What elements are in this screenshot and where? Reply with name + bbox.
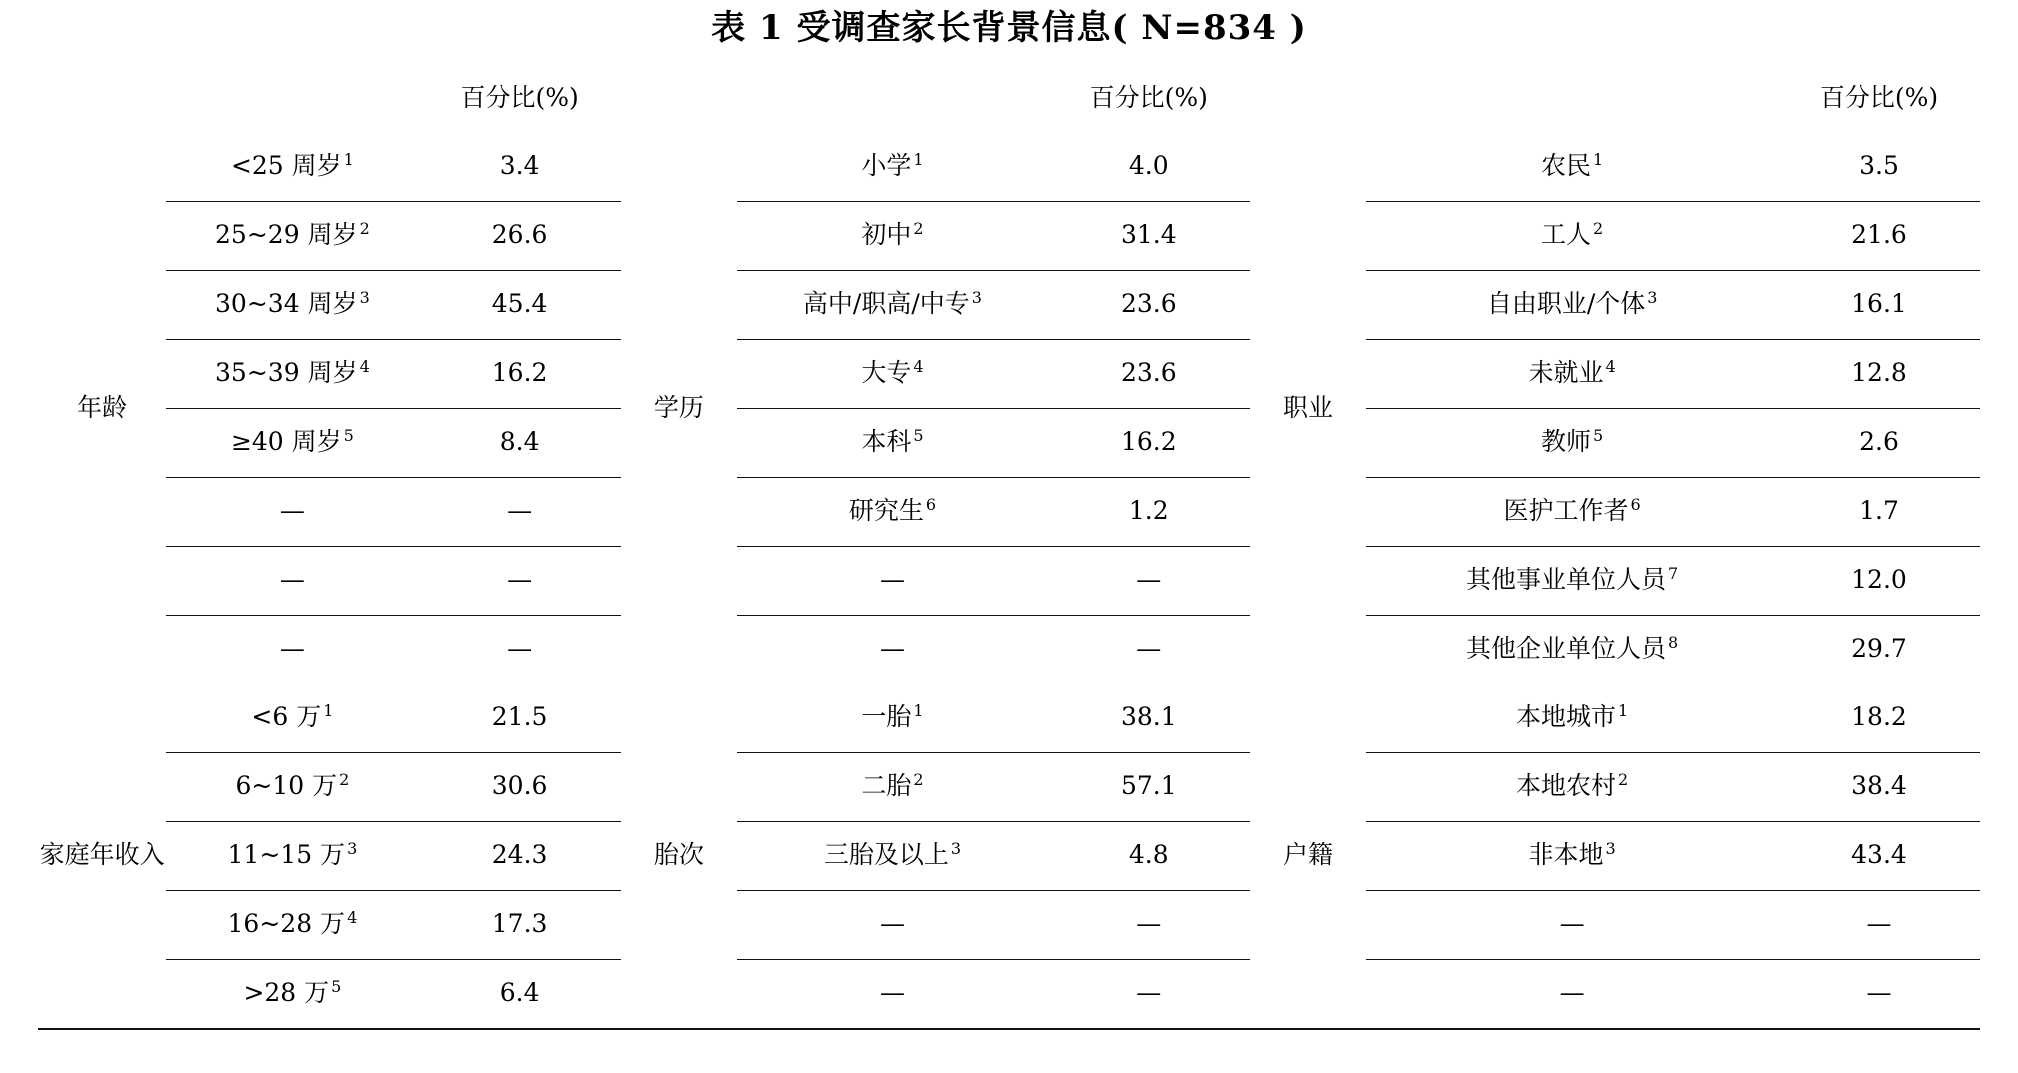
- item-sup: 4: [347, 908, 358, 928]
- item-sup: 5: [343, 426, 354, 446]
- item-label: [1366, 546, 1778, 615]
- item-percent: 38.1: [1120, 702, 1177, 732]
- table-row: [38, 339, 1980, 408]
- header-blank-6: [1366, 65, 1778, 133]
- category-label-residence: 户籍: [1283, 840, 1334, 870]
- table-row: [38, 201, 1980, 270]
- item-sup: 2: [1593, 219, 1604, 239]
- item-label: [737, 133, 1048, 202]
- item-sup: 2: [1618, 770, 1629, 790]
- item-percent: —: [1778, 890, 1980, 959]
- header-blank-4: [737, 65, 1048, 133]
- category-label-age: 年龄: [77, 392, 128, 422]
- item-text: 高中/职高/中专: [802, 289, 970, 319]
- item-percent: 16.1: [1778, 270, 1980, 339]
- item-label: [166, 133, 418, 202]
- category-label-income: 家庭年收入: [39, 840, 165, 870]
- item-sup: 1: [323, 701, 334, 721]
- item-sup: 2: [913, 219, 924, 239]
- item-label: [1366, 821, 1778, 890]
- item-text: 初中: [861, 220, 912, 250]
- item-text: <25 周岁: [230, 151, 342, 181]
- header-pct-1: 百分比(%): [460, 83, 579, 113]
- item-text: 25~29 周岁: [215, 220, 358, 250]
- header-blank-3: [621, 65, 738, 133]
- item-text: 本科: [861, 427, 912, 457]
- item-sup: 5: [913, 426, 924, 446]
- item-label: [166, 821, 418, 890]
- item-text: 三胎及以上: [823, 840, 949, 870]
- item-sup: 6: [925, 495, 937, 515]
- item-label: [166, 270, 418, 339]
- item-text: 研究生: [848, 496, 924, 526]
- item-label: [166, 615, 418, 684]
- item-text: >28 万: [243, 978, 330, 1008]
- item-text: —: [879, 978, 905, 1008]
- item-label: [737, 546, 1048, 615]
- item-text: 工人: [1541, 220, 1592, 250]
- item-percent: 16.2: [1048, 408, 1250, 477]
- item-percent: 12.0: [1778, 546, 1980, 615]
- table-row: [38, 890, 1980, 959]
- item-percent: 21.6: [1778, 201, 1980, 270]
- item-text: —: [879, 565, 905, 595]
- item-text: 其他事业单位人员: [1466, 565, 1667, 595]
- item-label: [1366, 133, 1778, 202]
- table-row: [38, 408, 1980, 477]
- item-sup: 3: [347, 839, 358, 859]
- item-percent: 4.8: [1048, 821, 1250, 890]
- item-percent: 1.2: [1048, 477, 1250, 546]
- category-label-occupation: 职业: [1283, 392, 1334, 422]
- item-text: 11~15 万: [227, 840, 346, 870]
- header-blank-2: [166, 65, 418, 133]
- background-information-table: [38, 65, 1980, 1028]
- item-sup: 4: [1605, 357, 1616, 377]
- item-percent: 57.1: [1048, 752, 1250, 821]
- item-label: [1366, 201, 1778, 270]
- table-title: 表 1 受调查家长背景信息( N=834 ): [711, 8, 1307, 48]
- item-sup: 3: [971, 288, 982, 308]
- item-label: [737, 959, 1048, 1028]
- item-text: 本地农村: [1516, 771, 1617, 801]
- item-label: [737, 752, 1048, 821]
- item-label: [1366, 408, 1778, 477]
- item-label: [1366, 339, 1778, 408]
- item-text: 30~34 周岁: [215, 289, 358, 319]
- item-percent: 43.4: [1778, 821, 1980, 890]
- item-label: [737, 684, 1048, 753]
- item-label: [166, 477, 418, 546]
- item-percent: —: [1048, 546, 1250, 615]
- item-label: [166, 752, 418, 821]
- item-label: [1366, 959, 1778, 1028]
- item-text: —: [1559, 978, 1585, 1008]
- item-label: [166, 201, 418, 270]
- item-text: 一胎: [861, 702, 912, 732]
- item-percent: —: [419, 546, 621, 615]
- item-text: —: [879, 909, 905, 939]
- item-percent: 17.3: [419, 890, 621, 959]
- item-sup: 4: [359, 357, 370, 377]
- table-row: [38, 684, 1980, 753]
- item-sup: 3: [1605, 839, 1616, 859]
- item-text: 未就业: [1528, 358, 1604, 388]
- item-sup: 1: [913, 701, 924, 721]
- item-label: [737, 270, 1048, 339]
- item-text: 其他企业单位人员: [1466, 634, 1667, 664]
- table-row: [38, 615, 1980, 684]
- table-row: [38, 133, 1980, 202]
- item-text: —: [279, 496, 305, 526]
- item-sup: 3: [359, 288, 370, 308]
- item-percent: 2.6: [1778, 408, 1980, 477]
- table-row: [38, 959, 1980, 1028]
- item-sup: 1: [343, 150, 354, 170]
- table-header-row: [38, 65, 1980, 133]
- item-sup: 6: [1630, 495, 1641, 515]
- item-percent: 1.7: [1778, 477, 1980, 546]
- item-text: 16~28 万: [227, 909, 346, 939]
- item-text: 非本地: [1528, 840, 1604, 870]
- header-blank-1: [38, 65, 166, 133]
- table-row: [38, 821, 1980, 890]
- item-text: 本地城市: [1516, 702, 1617, 732]
- item-label: [737, 201, 1048, 270]
- category-label-parity: 胎次: [653, 840, 704, 870]
- item-text: 6~10 万: [235, 771, 338, 801]
- item-percent: 31.4: [1048, 201, 1250, 270]
- item-percent: 24.3: [419, 821, 621, 890]
- item-sup: 1: [913, 150, 924, 170]
- item-label: [1366, 890, 1778, 959]
- item-label: [737, 339, 1048, 408]
- item-label: [166, 959, 418, 1028]
- item-sup: 7: [1668, 564, 1679, 584]
- item-percent: —: [419, 477, 621, 546]
- header-blank-5: [1250, 65, 1367, 133]
- item-percent: 30.6: [419, 752, 621, 821]
- item-label: [166, 408, 418, 477]
- table-row: [38, 752, 1980, 821]
- item-percent: 21.5: [491, 702, 548, 732]
- item-sup: 5: [1593, 426, 1604, 446]
- item-percent: 45.4: [419, 270, 621, 339]
- item-sup: 1: [1618, 701, 1629, 721]
- header-pct-3: 百分比(%): [1819, 83, 1939, 113]
- item-text: 大专: [861, 358, 912, 388]
- item-sup: 3: [950, 839, 962, 859]
- item-text: ≥40 周岁: [230, 427, 342, 457]
- item-text: —: [279, 634, 305, 664]
- item-label: [1366, 477, 1778, 546]
- item-text: 35~39 周岁: [215, 358, 358, 388]
- item-label: [166, 339, 418, 408]
- table-bottom-rule: [38, 1028, 1980, 1030]
- table-row: [38, 477, 1980, 546]
- item-text: 自由职业/个体: [1486, 289, 1646, 319]
- item-percent: 8.4: [419, 408, 621, 477]
- item-percent: —: [419, 615, 621, 684]
- item-text: <6 万: [251, 702, 322, 732]
- item-sup: 2: [359, 219, 370, 239]
- item-label: [1366, 752, 1778, 821]
- item-label: [1366, 684, 1778, 753]
- item-text: —: [879, 634, 905, 664]
- item-percent: 38.4: [1778, 752, 1980, 821]
- item-text: 二胎: [861, 771, 912, 801]
- item-percent: —: [1048, 959, 1250, 1028]
- item-label: [737, 615, 1048, 684]
- item-sup: 3: [1647, 288, 1658, 308]
- item-text: 医护工作者: [1503, 496, 1629, 526]
- item-label: [166, 546, 418, 615]
- table-row: [38, 270, 1980, 339]
- item-text: 农民: [1541, 151, 1592, 181]
- item-percent: 23.6: [1048, 270, 1250, 339]
- item-percent: 26.6: [419, 201, 621, 270]
- item-text: 教师: [1541, 427, 1592, 457]
- item-sup: 2: [339, 770, 350, 790]
- item-percent: 18.2: [1851, 702, 1907, 732]
- header-pct-2: 百分比(%): [1089, 83, 1208, 113]
- item-percent: 23.6: [1048, 339, 1250, 408]
- item-label: [737, 890, 1048, 959]
- item-label: [166, 684, 418, 753]
- item-percent: 3.5: [1859, 151, 1899, 181]
- item-percent: 12.8: [1778, 339, 1980, 408]
- item-text: 小学: [861, 151, 912, 181]
- item-label: [737, 821, 1048, 890]
- item-percent: 6.4: [419, 959, 621, 1028]
- item-sup: 1: [1593, 150, 1604, 170]
- item-percent: —: [1048, 890, 1250, 959]
- item-label: [1366, 270, 1778, 339]
- item-label: [737, 408, 1048, 477]
- item-percent: 4.0: [1128, 151, 1169, 181]
- item-percent: 29.7: [1778, 615, 1980, 684]
- item-text: —: [279, 565, 305, 595]
- table-row: [38, 546, 1980, 615]
- item-sup: 2: [913, 770, 924, 790]
- item-percent: 16.2: [419, 339, 621, 408]
- category-label-education: 学历: [653, 392, 704, 422]
- item-sup: 4: [913, 357, 924, 377]
- item-percent: —: [1048, 615, 1250, 684]
- item-label: [737, 477, 1048, 546]
- item-percent: 3.4: [499, 151, 540, 181]
- item-text: —: [1559, 909, 1585, 939]
- item-sup: 8: [1668, 633, 1679, 653]
- item-label: [1366, 615, 1778, 684]
- item-sup: 5: [331, 977, 342, 997]
- item-percent: —: [1778, 959, 1980, 1028]
- item-label: [166, 890, 418, 959]
